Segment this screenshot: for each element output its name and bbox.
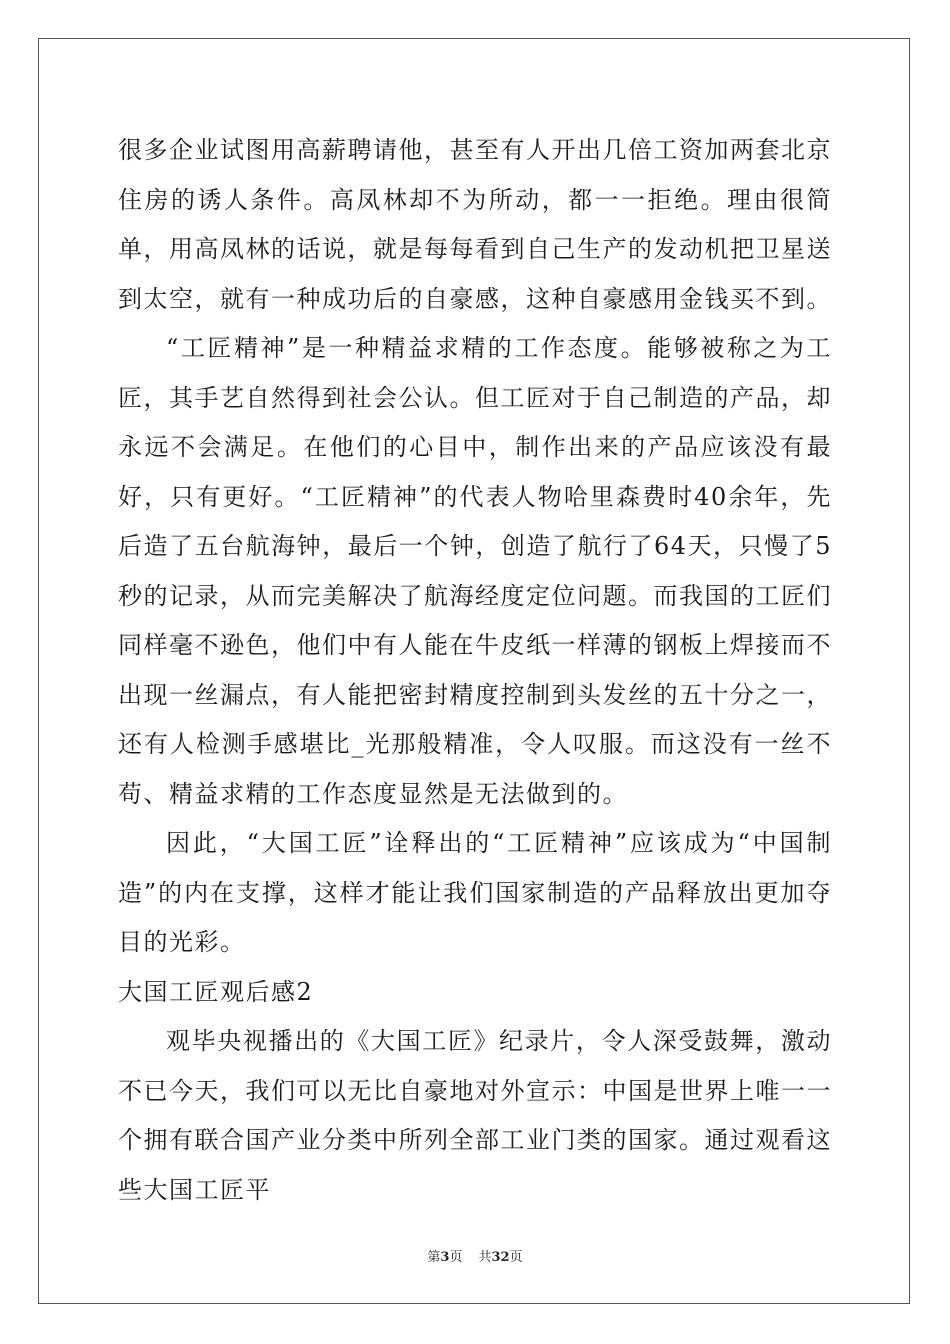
page-prefix: 第 — [427, 1250, 441, 1265]
page-footer — [0, 1246, 950, 1265]
page-suffix: 页 — [449, 1250, 463, 1265]
paragraph-4: 观毕央视播出的《大国工匠》纪录片，令人深受鼓舞，激动不已今天，我们可以无比自豪地对外宣示：中国是世界上唯一一个拥有联合国产业分类中所列全部工业门类的国家。通过观看这些大国工匠平 — [118, 1027, 832, 1204]
document-body — [118, 126, 832, 1215]
paragraph-1: 很多企业试图用高薪聘请他，甚至有人开出几倍工资加两套北京住房的诱人条件。高凤林却不为所动，都一一拒绝。理由很简单，用高凤林的话说，就是每每看到自己生产的发动机把卫星送到太空，就有一种成功后的自豪感，这种自豪感用金钱买不到。 — [118, 136, 832, 313]
section-heading: 大国工匠观后感2 — [118, 977, 314, 1006]
paragraph-2: “工匠精神”是一种精益求精的工作态度。能够被称之为工匠，其手艺自然得到社会公认。但工匠对于自己制造的产品，却永远不会满足。在他们的心目中，制作出来的产品应该没有最好，只有更好。“工匠精神”的代表人物哈里森费时40余年，先后造了五台航海钟，最后一个钟，创造了航行了64天，只慢了5秒的记录，从而完美解决了航海经度定位问题。而我国的工匠们同样毫不逊色，他们中有人能在牛皮纸一样薄的钢板上焊接而不出现一丝漏点，有人能把密封精度控制到头发丝的五十分之一，还有人检测手感堪比_光那般精准，令人叹服。而这没有一丝不苟、精益求精的工作态度显然是无法做到的。 — [118, 334, 832, 808]
total-prefix: 共 — [478, 1250, 492, 1265]
total-pages: 32 — [491, 1250, 510, 1265]
paragraph-3: 因此，“大国工匠”诠释出的“工匠精神”应该成为“中国制造”的内在支撑，这样才能让我们国家制造的产品释放出更加夺目的光彩。 — [118, 829, 832, 956]
total-suffix: 页 — [509, 1250, 523, 1265]
page-number: 3 — [440, 1250, 450, 1265]
